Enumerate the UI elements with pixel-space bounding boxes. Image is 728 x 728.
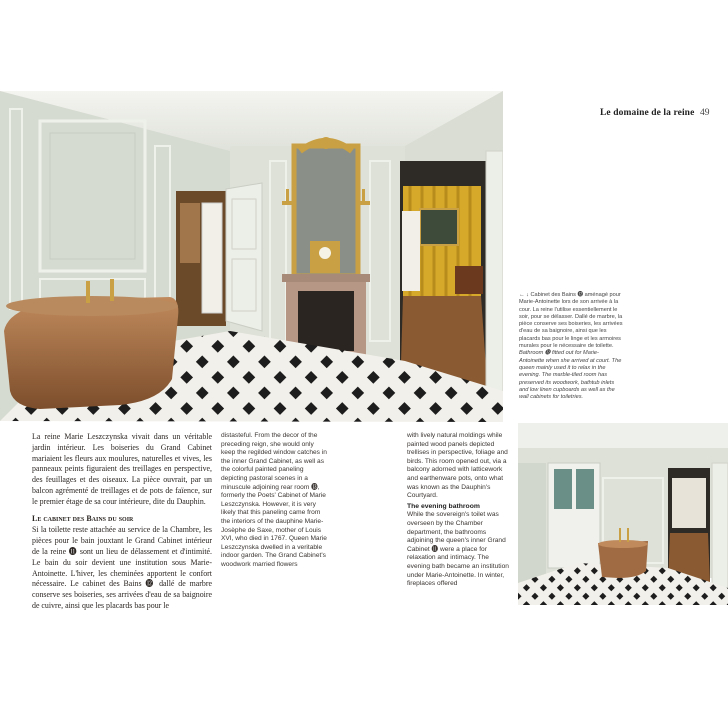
paragraph: Si la toilette reste attachée au service de la Chambre, les pièces pour le bain jouxtant le Grand Cabinet intérieur de la reine ⓫ sont un lieu de délassement et d'intimité. Le bain du soir devient une institution sous Marie-Antoinette. L'hiver, les cheminées apportent le confort nécessaire. Le cabinet des Bains ⓬ dallé de marbre conserve ses boiseries, ses arrivées d'eau de sa baignoire de cuivre, ainsi que les placards bas pour le — [32, 525, 212, 610]
caption-french: ← ↓ Cabinet des Bains ⓬ aménagé pour Marie-Antoinette lors de son arrivée à la cour. La reine l'utilise essentiellement le soir, pour se délasser. Dallé de marbre, la pièce conserve ses boiseries, les arrivées d'eau de sa baignoire, ainsi que les placards bas pour le linge et les armoires murales pour le nécessaire de toilette. — [519, 292, 623, 350]
running-header-title: Le domaine de la reine — [600, 108, 695, 118]
secondary-photo-bathroom — [518, 423, 728, 605]
section-heading: The evening bathroom — [407, 502, 480, 510]
main-photo-bathroom — [0, 91, 503, 422]
caption-english: Bathroom ⓬ fitted out for Marie-Antoinette when she arrived at court. The queen mainly used it to relax in the evening. The marble-tiled room has preserved its woodwork, bathtub inlets and low linen cupboards as well as the wall cabinets for toiletries. — [519, 350, 622, 401]
paragraph: distasteful. From the decor of the preceding reign, she would only keep the regilded window catches in the inner Grand Cabinet, as well as the colorful painted paneling depicting pastoral scenes in a minuscule adjoining rear room ⓭, formerly the Poets' Cabinet of Marie Leszczynska. However, it is very likely that this paneling came from the interiors of the dauphine Marie-Josèphe de Saxe, mother of Louis XVI, who died in 1767. Queen Marie Leszczynska dwelled in a veritable indoor garden. The Grand Cabinet's woodwork married flowers — [221, 432, 327, 568]
body-column-english-2 — [407, 432, 509, 589]
photo-caption — [519, 292, 623, 401]
bathroom-scene-small — [518, 423, 728, 605]
paragraph: While the sovereign's toilet was overseen by the Chamber department, the bathrooms adjoining the queen's inner Grand Cabinet ⓫ were a place for relaxation and intimacy. The evening bath became an institution under Marie-Antoinette. In winter, fireplaces offered — [407, 511, 509, 588]
paragraph: with lively natural moldings while painted wood panels depicted trellises in perspective, foliage and birds. This room opened out, via a balcony adorned with latticework and earthenware pots, onto what was known as the Dauphin's Courtyard. — [407, 432, 508, 500]
body-column-french — [32, 432, 212, 612]
page-number: 49 — [700, 108, 710, 118]
body-column-english-1 — [221, 432, 327, 570]
bathroom-scene — [0, 91, 503, 422]
paragraph: La reine Marie Leszczynska vivait dans un véritable jardin intérieur. Les boiseries du Grand Cabinet mariaient les fleurs aux moulures, naturelles et vives, les panneaux peints figuraient des treillages en perspective, des feuillages et des oiseaux. La pièce ouvrait, par un balcon agrémenté de treillages et de pots de faïence, sur le premier étage de sa cour intérieure, dite du Dauphin. — [32, 432, 212, 506]
section-heading: Le cabinet des Bains du soir — [32, 513, 134, 523]
